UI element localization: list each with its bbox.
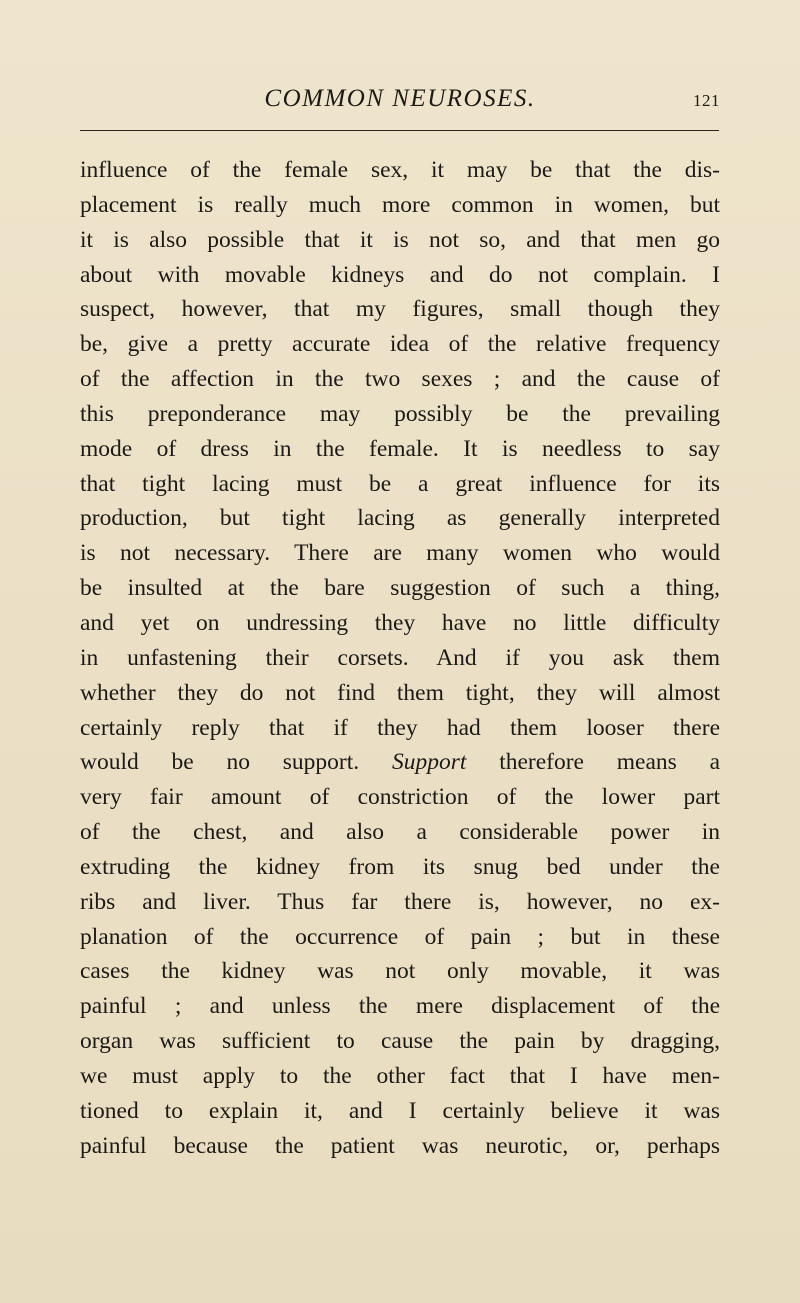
text-segment: therefore means a bbox=[499, 749, 720, 776]
text-line: is not necessary. There are many women who would bbox=[80, 540, 720, 567]
text-line: be, give a pretty accurate idea of the relative frequency bbox=[80, 331, 720, 358]
text-line: about with movable kidneys and do not complain. I bbox=[80, 261, 720, 288]
text-line: certainly reply that if they had them looser there bbox=[80, 714, 720, 741]
text-line: mode of dress in the female. It is needless to say bbox=[80, 435, 720, 462]
text-line: painful because the patient was neurotic, or, perhaps bbox=[80, 1132, 720, 1159]
text-line: whether they do not find them tight, they will almost bbox=[80, 679, 720, 706]
header-rule bbox=[80, 130, 719, 131]
text-line: tioned to explain it, and I certainly believe it was bbox=[80, 1097, 720, 1124]
text-line: it is also possible that it is not so, and that men go bbox=[80, 226, 720, 253]
text-line: planation of the occurrence of pain ; but in these bbox=[80, 923, 720, 950]
text-line: very fair amount of constriction of the lower part bbox=[80, 784, 720, 811]
text-line-with-italic bbox=[80, 745, 720, 780]
text-line: of the affection in the two sexes ; and the cause of bbox=[80, 366, 720, 393]
text-line: in unfastening their corsets. And if you ask them bbox=[80, 644, 720, 671]
text-line: and yet on undressing they have no little difficulty bbox=[80, 609, 720, 636]
text-line: this preponderance may possibly be the prevailing bbox=[80, 400, 720, 427]
text-line: ribs and liver. Thus far there is, however, no ex- bbox=[80, 888, 720, 915]
text-segment: would be no support. bbox=[80, 749, 360, 776]
text-line: of the chest, and also a considerable power in bbox=[80, 819, 720, 846]
italic-emphasis: Support bbox=[391, 749, 467, 776]
text-line: organ was sufficient to cause the pain by dragging, bbox=[80, 1028, 720, 1055]
text-line: production, but tight lacing as generally interpreted bbox=[80, 505, 720, 532]
page-header bbox=[80, 84, 720, 114]
text-line: influence of the female sex, it may be that the dis- bbox=[80, 157, 720, 183]
text-line: extruding the kidney from its snug bed under the bbox=[80, 853, 720, 880]
text-line: painful ; and unless the mere displacement of the bbox=[80, 993, 720, 1020]
body-text bbox=[80, 153, 720, 1163]
text-line: placement is really much more common in women, but bbox=[80, 191, 720, 218]
text-line: be insulted at the bare suggestion of such a thing, bbox=[80, 575, 720, 602]
text-line: we must apply to the other fact that I have men- bbox=[80, 1062, 720, 1089]
text-line: cases the kidney was not only movable, it was bbox=[80, 958, 720, 985]
text-line: suspect, however, that my figures, small though they bbox=[80, 296, 720, 323]
page-number: 121 bbox=[693, 91, 720, 110]
running-head: COMMON NEUROSES. bbox=[264, 85, 536, 112]
text-line: that tight lacing must be a great influence for its bbox=[80, 470, 720, 497]
